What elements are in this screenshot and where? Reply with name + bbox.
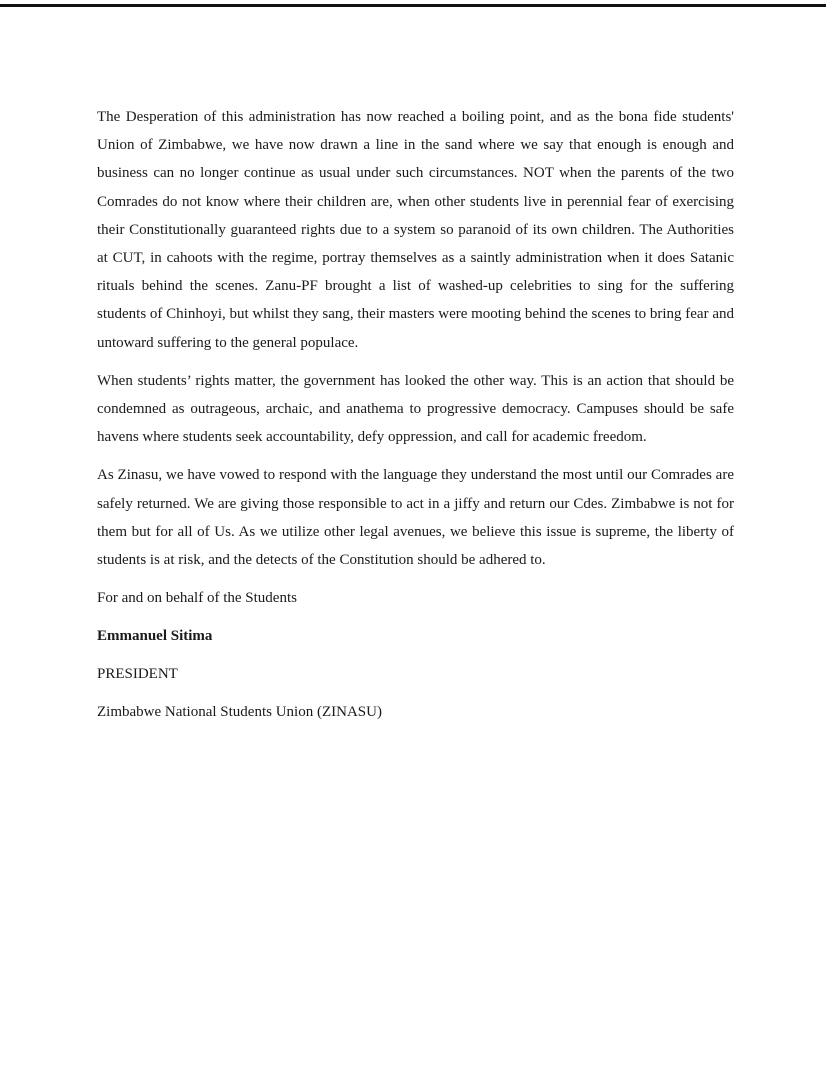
paragraph-3: As Zinasu, we have vowed to respond with the language they understand the most until our Comrades are safely returned. We are giving those responsible to act in a jiffy and return our Cdes. Zimbabwe is not for them but for all of Us. As we utilize other legal avenues, we believe this issue is supreme, the liberty of students is at risk, and the detects of the Constitution should be adhered to. (97, 467, 734, 569)
signatory-name: Emmanuel Sitima (97, 628, 213, 645)
paragraph-1: The Desperation of this administration has now reached a boiling point, and as the bona fide students' Union of Zimbabwe, we have now drawn a line in the sand where we say that enough is enough and business can no longer continue as usual under such circumstances. NOT when the parents of the two Comrades do not know where their children are, when other students live in perennial fear of exercising their Constitutionally guaranteed rights due to a system so paranoid of its own children. The Authorities at CUT, in cahoots with the regime, portray themselves as a saintly administration when it does Satanic rituals behind the scenes. Zanu-PF brought a list of washed-up celebrities to sing for the suffering students of Chinhoyi, but whilst they sang, their masters were mooting behind the scenes to bring fear and untoward suffering to the general populace. (97, 109, 734, 351)
top-border-rule (0, 4, 826, 7)
signatory-title: PRESIDENT (97, 666, 178, 683)
organization-name: Zimbabwe National Students Union (ZINASU) (97, 704, 382, 721)
document-body (97, 103, 734, 726)
closing-line: For and on behalf of the Students (97, 590, 297, 607)
paragraph-2: When students’ rights matter, the government has looked the other way. This is an action that should be condemned as outrageous, archaic, and anathema to progressive democracy. Campuses should be safe havens where students seek accountability, defy oppression, and call for academic freedom. (97, 372, 734, 446)
